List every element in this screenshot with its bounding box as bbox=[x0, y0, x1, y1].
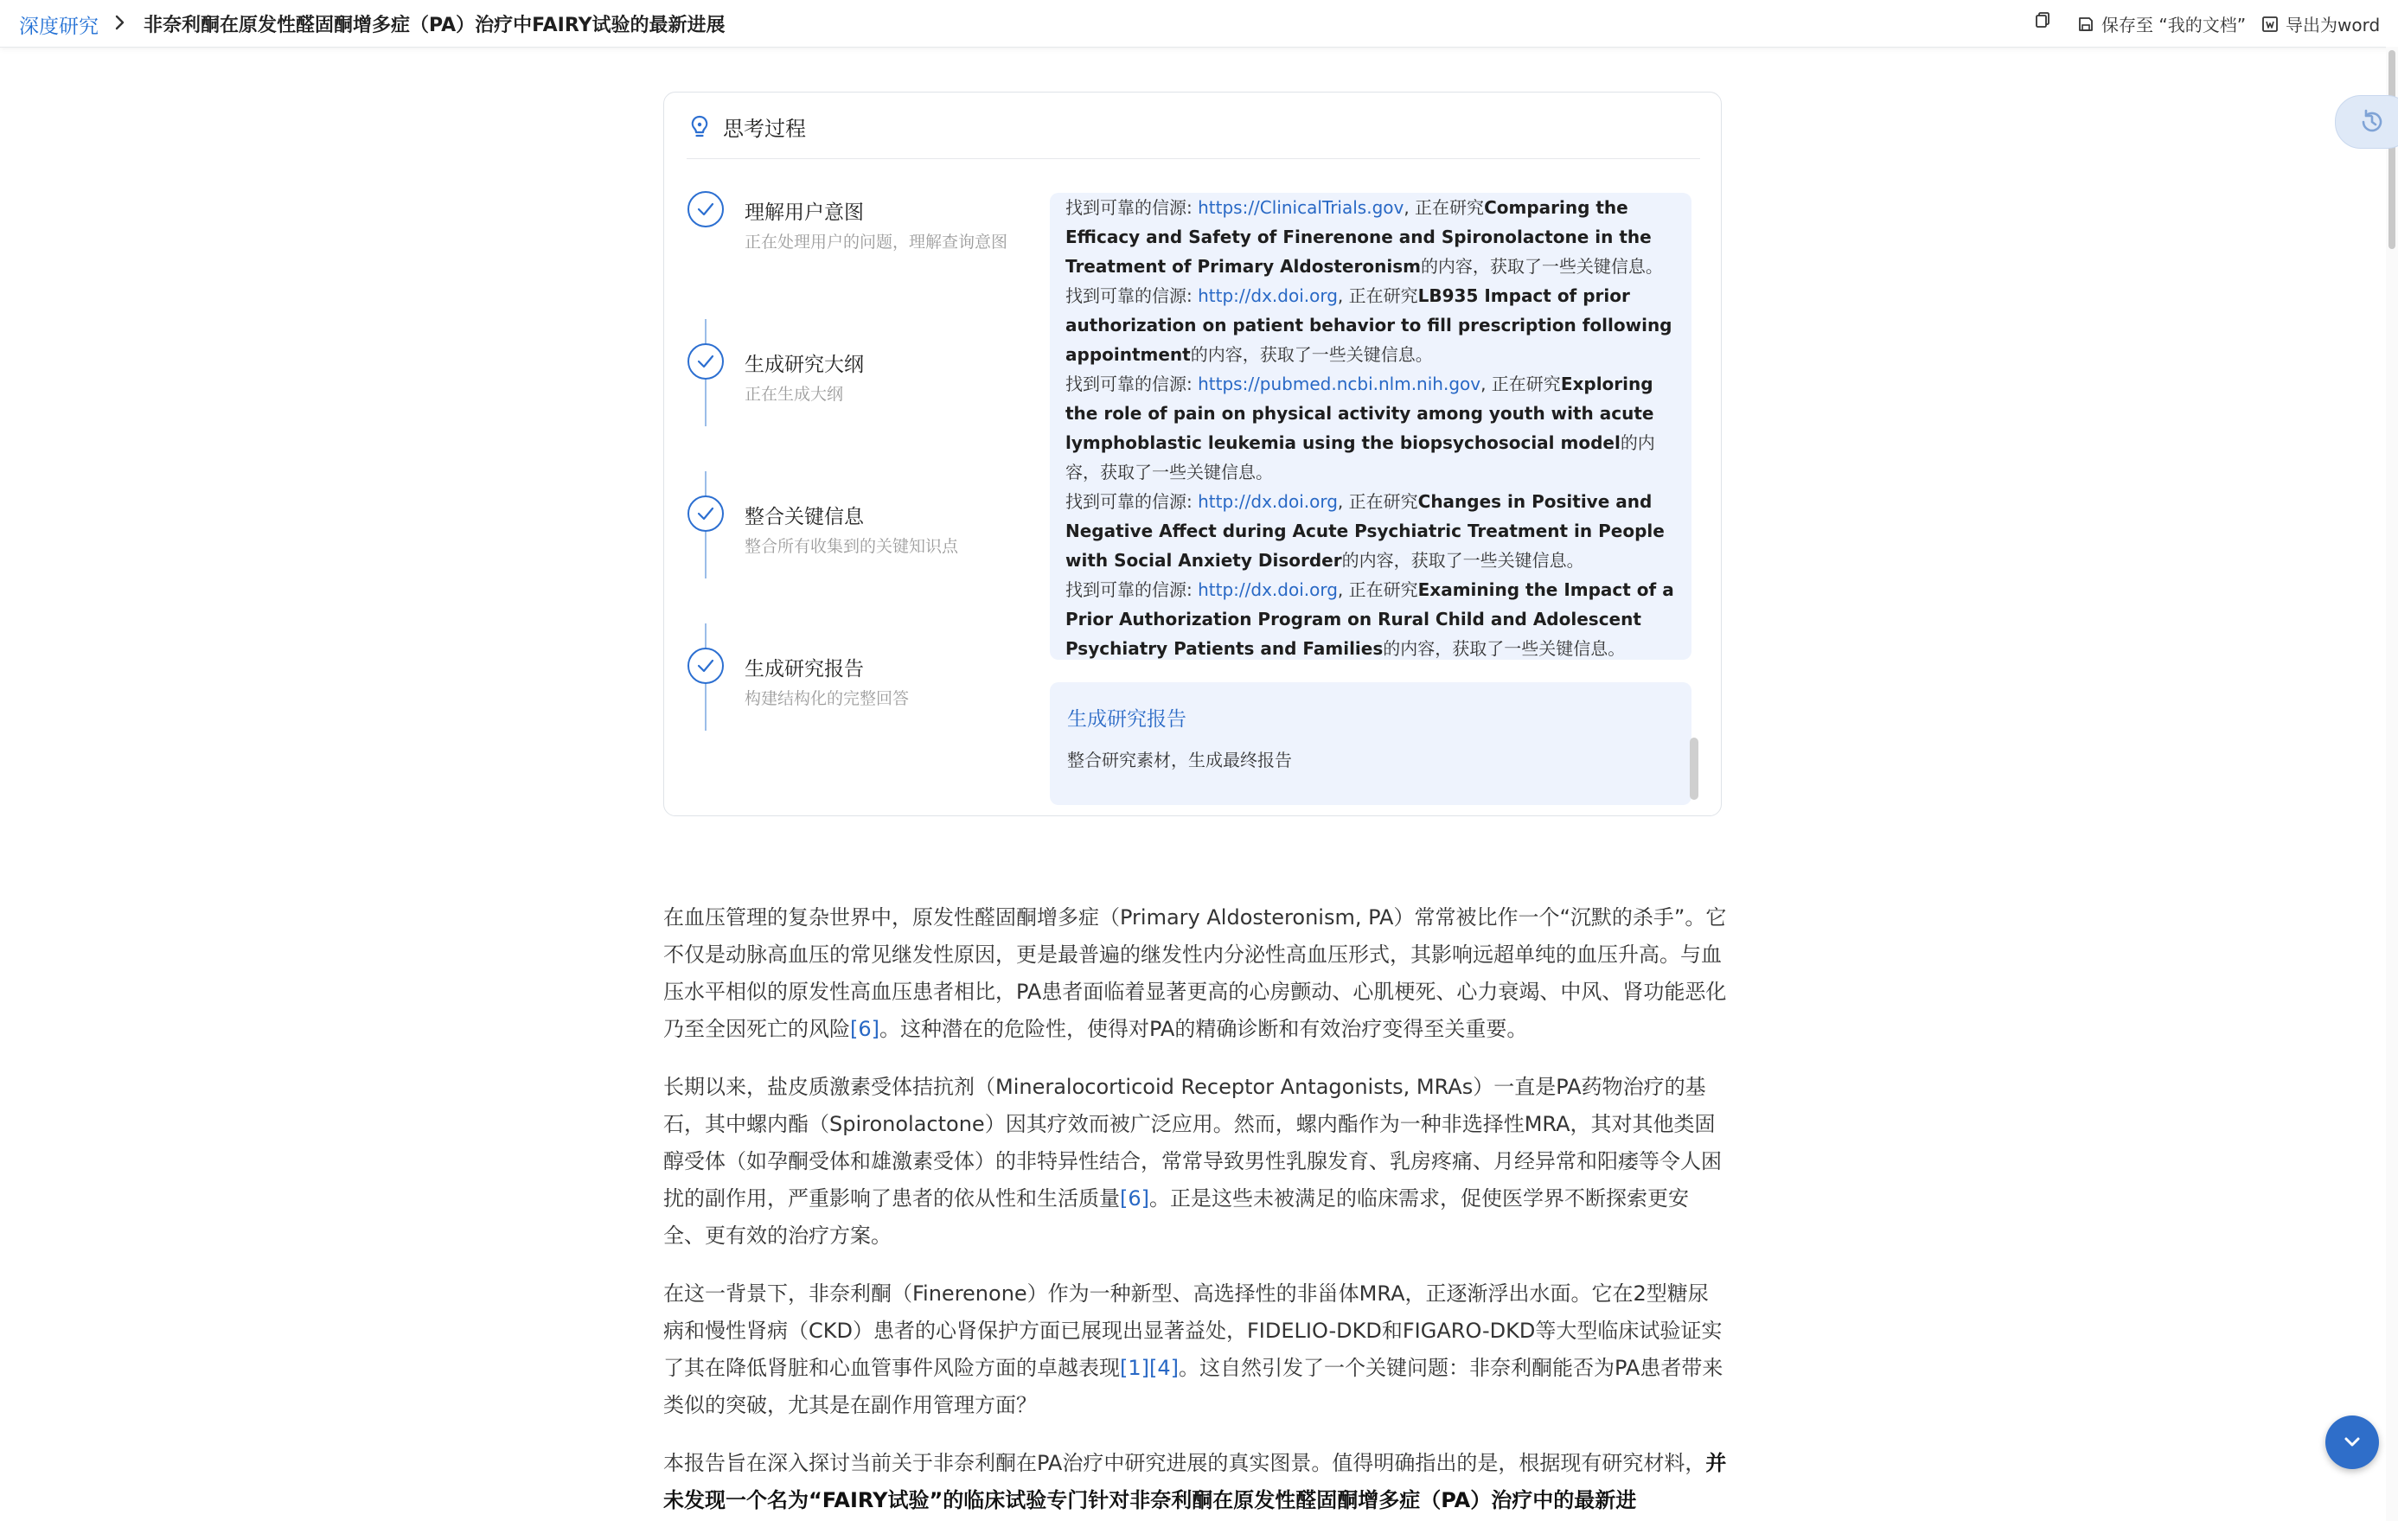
check-icon bbox=[697, 506, 714, 521]
source-link[interactable]: https://ClinicalTrials.gov bbox=[1198, 197, 1404, 218]
source-log bbox=[1050, 193, 1691, 660]
export-word-button[interactable] bbox=[2261, 11, 2380, 36]
save-label: 保存至 “我的文档” bbox=[2101, 15, 2247, 35]
citation-link[interactable]: [4] bbox=[1149, 1356, 1179, 1380]
report-article bbox=[663, 899, 1729, 1540]
step-check bbox=[687, 191, 724, 227]
check-icon bbox=[697, 658, 714, 674]
citation-link[interactable]: [1] bbox=[1120, 1356, 1149, 1380]
report-card-desc: 整合研究素材，生成最终报告 bbox=[1067, 750, 1292, 770]
chevron-down-icon bbox=[2340, 1430, 2364, 1454]
thinking-title: 思考过程 bbox=[723, 117, 806, 141]
step-desc: 构建结构化的完整回答 bbox=[745, 689, 910, 708]
scroll-to-bottom-button[interactable] bbox=[2325, 1415, 2379, 1469]
history-button[interactable] bbox=[2335, 95, 2398, 149]
paragraph: 本报告旨在深入探讨当前关于非奈利酮在PA治疗中研究进展的真实图景。值得明确指出的是，根据现有研究材料，并未发现一个名为“FAIRY试验”的临床试验专门针对非奈利酮在原发性醛固酮增多症（PA）治疗中的最新进 bbox=[663, 1451, 1727, 1512]
log-item: 找到可靠的信源: https://ClinicalTrials.gov, 正在研究Comparing the Efficacy and Safety of Finerenone and Spironolactone in the Treatment of Primary Aldosteronism的内容，获取了一些关键信息。 bbox=[1065, 197, 1663, 277]
step-label: 整合关键信息 bbox=[745, 506, 864, 528]
step-check bbox=[687, 495, 724, 532]
step-desc: 整合所有收集到的关键知识点 bbox=[745, 537, 959, 556]
citation-link[interactable]: [6] bbox=[1120, 1186, 1149, 1211]
log-item: 找到可靠的信源: https://pubmed.ncbi.nlm.nih.gov, 正在研究Exploring the role of pain on physical activity among youth with acute lymphoblastic leukemia using the biopsychosocial model的内容，获取了一些关键信息。 bbox=[1065, 374, 1655, 482]
lightbulb-icon bbox=[688, 114, 711, 140]
step-check bbox=[687, 343, 724, 380]
source-link[interactable]: http://dx.doi.org bbox=[1198, 285, 1338, 306]
paragraph: 在血压管理的复杂世界中，原发性醛固酮增多症（Primary Aldosteronism, PA）常常被比作一个“沉默的杀手”。它不仅是动脉高血压的常见继发性原因，更是最普遍的继发性内分泌性高血压形式，其影响远超单纯的血压升高。与血压水平相似的原发性高血压患者相比，PA患者面临着显著更高的心房颤动、心肌梗死、心力衰竭、中风、肾功能恶化乃至全因死亡的风险[6]。这种潜在的危险性，使得对PA的精确诊断和有效治疗变得至关重要。 bbox=[663, 905, 1727, 1041]
save-to-docs-button[interactable] bbox=[2077, 11, 2246, 36]
log-item: 找到可靠的信源: http://dx.doi.org, 正在研究LB935 Impact of prior authorization on patient behavior to fill prescription following appointment的内容，获取了一些关键信息。 bbox=[1065, 285, 1672, 365]
check-icon bbox=[697, 354, 714, 369]
thinking-header[interactable] bbox=[688, 112, 806, 142]
source-link[interactable]: http://dx.doi.org bbox=[1198, 491, 1338, 512]
paragraph: 长期以来，盐皮质激素受体拮抗剂（Mineralocorticoid Receptor Antagonists, MRAs）一直是PA药物治疗的基石，其中螺内酯（Spironolactone）因其疗效而被广泛应用。然而，螺内酯作为一种非选择性MRA，其对其他类固醇受体（如孕酮受体和雄激素受体）的非特异性结合，常常导致男性乳腺发育、乳房疼痛、月经异常和阳痿等令人困扰的副作用，严重影响了患者的依从性和生活质量[6]。正是这些未被满足的临床需求，促使医学界不断探索更安全、更有效的治疗方案。 bbox=[663, 1075, 1722, 1248]
word-doc-icon bbox=[2261, 16, 2279, 33]
breadcrumb-root[interactable]: 深度研究 bbox=[19, 16, 99, 38]
check-icon bbox=[697, 201, 714, 217]
history-icon bbox=[2358, 108, 2386, 136]
page-title: 非奈利酮在原发性醛固酮增多症（PA）治疗中FAIRY试验的最新进展 bbox=[144, 15, 726, 36]
export-label: 导出为word bbox=[2286, 15, 2381, 35]
log-item: 找到可靠的信源: http://dx.doi.org, 正在研究Examining the Impact of a Prior Authorization Program on Rural Child and Adolescent Psychiatry Patients and Families的内容，获取了一些关键信息。 bbox=[1065, 579, 1674, 659]
top-bar bbox=[0, 0, 2398, 48]
step-label: 理解用户意图 bbox=[745, 201, 864, 224]
page-scrollbar[interactable] bbox=[2386, 47, 2398, 1521]
page-scrollbar-thumb[interactable] bbox=[2388, 50, 2395, 249]
paragraph: 在这一背景下，非奈利酮（Finerenone）作为一种新型、高选择性的非甾体MRA，正逐渐浮出水面。它在2型糖尿病和慢性肾病（CKD）患者的心肾保护方面已展现出显著益处，FIDELIO-DKD和FIGARO-DKD等大型临床试验证实了其在降低肾脏和心血管事件风险方面的卓越表现[1][4]。这自然引发了一个关键问题：非奈利酮能否为PA患者带来类似的突破，尤其是在副作用管理方面？ bbox=[663, 1281, 1723, 1417]
source-link[interactable]: http://dx.doi.org bbox=[1198, 579, 1338, 600]
report-status-card bbox=[1050, 682, 1691, 805]
copy-icon bbox=[2034, 11, 2051, 29]
chevron-right-icon bbox=[111, 13, 130, 32]
log-item: 找到可靠的信源: http://dx.doi.org, 正在研究Changes in Positive and Negative Affect during Acute Psychiatric Treatment in People with Social Anxiety Disorder的内容，获取了一些关键信息。 bbox=[1065, 491, 1665, 571]
step-desc: 正在处理用户的问题，理解查询意图 bbox=[745, 233, 1008, 252]
save-icon bbox=[2077, 16, 2094, 33]
divider bbox=[687, 158, 1700, 159]
report-card-title: 生成研究报告 bbox=[1067, 708, 1186, 731]
copy-button[interactable] bbox=[2034, 11, 2051, 29]
thinking-panel bbox=[663, 92, 1722, 816]
citation-link[interactable]: [6] bbox=[850, 1017, 879, 1041]
panel-scrollbar-thumb[interactable] bbox=[1690, 738, 1698, 800]
step-label: 生成研究报告 bbox=[745, 658, 864, 681]
source-link[interactable]: https://pubmed.ncbi.nlm.nih.gov bbox=[1198, 374, 1481, 394]
step-check bbox=[687, 648, 724, 684]
step-desc: 正在生成大纲 bbox=[745, 385, 844, 404]
step-label: 生成研究大纲 bbox=[745, 354, 864, 376]
